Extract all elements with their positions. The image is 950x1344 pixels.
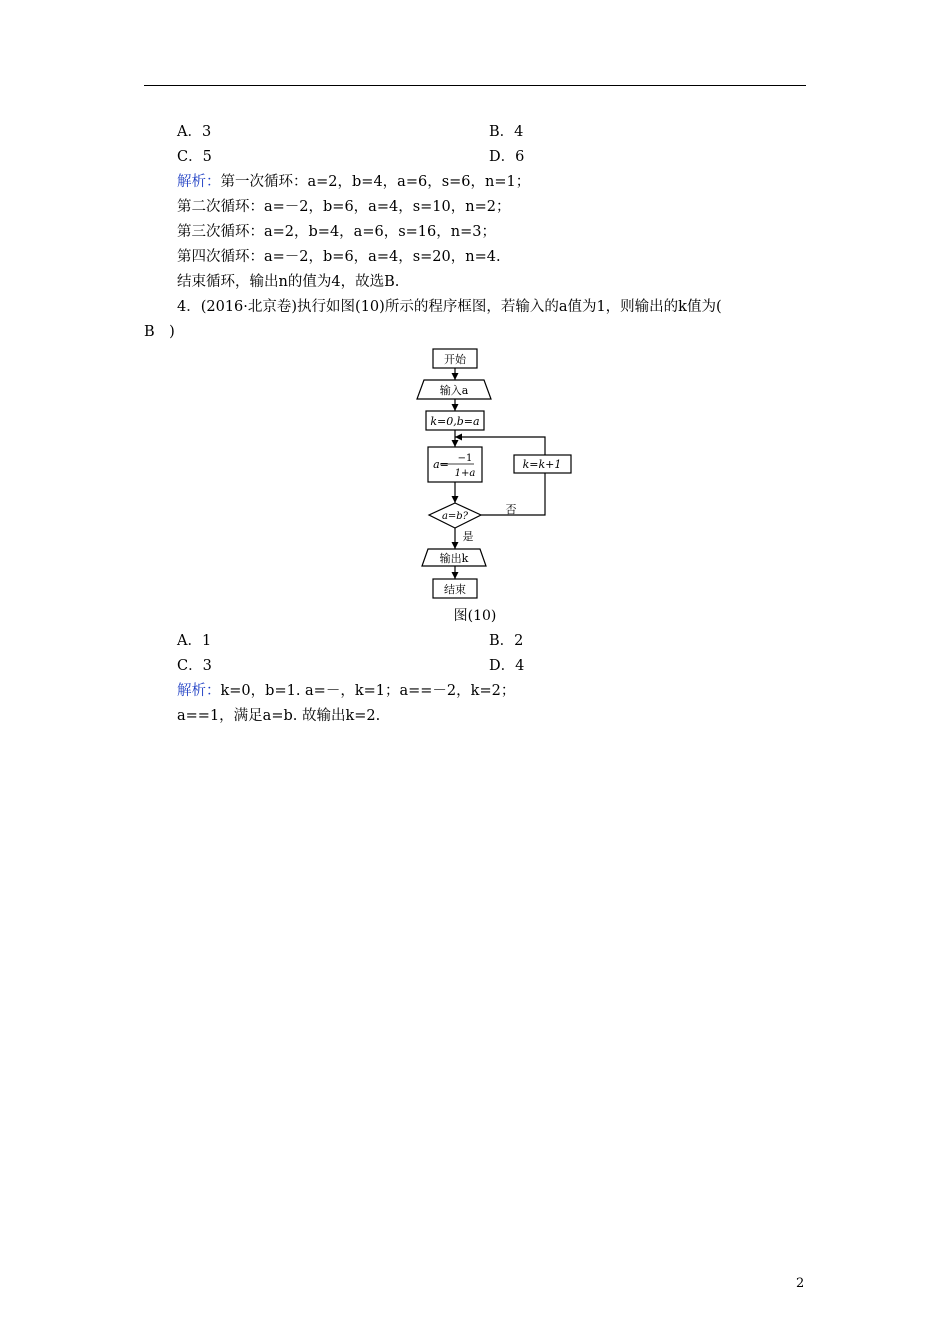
q3-analysis-line-1	[177, 172, 530, 192]
q4-option-b: B．2	[489, 633, 524, 649]
end-label: 结束	[444, 583, 466, 596]
q3-loop-3: 第三次循环：a=2，b=4，a=6，s=16，n=3；	[177, 224, 496, 240]
q4-option-d: D．4	[489, 658, 525, 674]
header-rule	[144, 85, 806, 86]
input-label: 输入a	[439, 384, 469, 397]
start-label: 开始	[444, 353, 466, 366]
output-label: 输出k	[439, 552, 469, 565]
q4-analysis-text-1: k=0，b=1. a=－，k=1；a==－2，k=2；	[220, 683, 516, 699]
q4-stem-line-2: B )	[144, 324, 175, 340]
figure-caption: 图(10)	[453, 608, 497, 624]
yes-label: 是	[462, 530, 474, 543]
flowchart	[405, 344, 595, 606]
analysis-label: 解析：	[177, 174, 221, 190]
analysis-label: 解析：	[177, 683, 221, 699]
q4-analysis-line-2: a==1，满足a=b. 故输出k=2.	[177, 708, 381, 724]
assign-denominator: 1+a	[454, 468, 476, 479]
no-label: 否	[505, 503, 517, 516]
q4-analysis-line-1	[177, 681, 515, 701]
q3-option-c: C．5	[177, 149, 212, 165]
q3-loop-2: 第二次循环：a=－2，b=6，a=4，s=10，n=2；	[177, 199, 511, 215]
page-number: 2	[796, 1276, 805, 1291]
q3-conclusion: 结束循环，输出n的值为4，故选B.	[177, 274, 400, 290]
q3-option-d: D．6	[489, 149, 525, 165]
q4-option-c: C．3	[177, 658, 212, 674]
q4-option-a: A．1	[177, 633, 212, 649]
decision-label: a=b?	[441, 511, 469, 522]
q3-loop-1: 第一次循环：a=2，b=4，a=6，s=6，n=1；	[220, 174, 531, 190]
q3-option-a: A．3	[177, 124, 212, 140]
increment-label: k=k+1	[522, 458, 562, 471]
assign-lhs: a=	[433, 458, 449, 471]
init-label: k=0,b=a	[430, 415, 480, 428]
assign-numerator: −1	[457, 453, 473, 464]
q3-loop-4: 第四次循环：a=－2，b=6，a=4，s=20，n=4.	[177, 249, 501, 265]
q3-option-b: B．4	[489, 124, 524, 140]
q4-stem-line-1: 4．(2016·北京卷)执行如图(10)所示的程序框图，若输入的a值为1，则输出的k值为(	[177, 299, 722, 315]
